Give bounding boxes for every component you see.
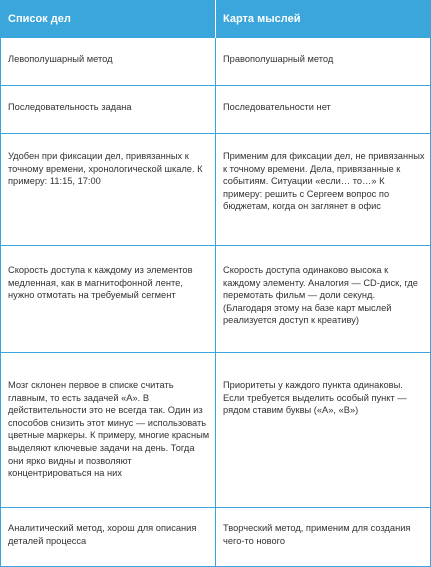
table-cell: Скорость доступа к каждому из элементов медленная, как в магнитофонной ленте, нужно отмотать на требуемый сегмент — [8, 265, 193, 301]
row-separator — [0, 245, 431, 246]
table-cell: Мозг склонен первое в списке считать главным, то есть задачей «А». В действительности это не всегда так. Один из способов снизить этот минус — использовать цветные маркеры. К примеру, многие красным выделяют ключевые задачи на день. Тогда они ярко видны и позволяют концентрироваться на них — [8, 380, 210, 479]
row-separator — [0, 352, 431, 353]
table-cell: Правополушарный метод — [223, 54, 334, 64]
row-separator — [0, 85, 431, 86]
left-border — [0, 38, 1, 567]
table-header — [0, 0, 431, 38]
table-cell: Левополушарный метод — [8, 54, 113, 64]
header-todo-list: Список дел — [8, 13, 71, 25]
table-cell: Творческий метод, применим для создания чего-то нового — [223, 523, 411, 546]
table-cell: Применим для фиксации дел, не привязанных к точному времени. Дела, привязанные к событиям. Ситуации «если… то…» К примеру: решить с Сергеем вопрос по бюджетам, когда он заглянет в офис — [223, 151, 425, 212]
row-separator — [0, 133, 431, 134]
table-cell: Удобен при фиксации дел, привязанных к точному времени, хронологической шкале. К примеру: 11:15, 17:00 — [8, 151, 203, 187]
table-cell: Последовательности нет — [223, 102, 331, 112]
table-cell: Аналитический метод, хорош для описания деталей процесса — [8, 523, 197, 546]
row-separator — [0, 507, 431, 508]
table-cell: Скорость доступа одинаково высока к каждому элементу. Аналогия — CD-диск, где перемотать фильм — доли секунд. (Благодаря этому на базе карт мыслей реализуется доступ к креативу) — [223, 265, 418, 326]
table-cell: Приоритеты у каждого пункта одинаковы. Если требуется выделить особый пункт — рядом ставим буквы («А», «В») — [223, 380, 407, 416]
column-divider — [215, 38, 216, 567]
header-divider — [215, 0, 216, 38]
header-mind-map: Карта мыслей — [223, 13, 301, 25]
table-cell: Последовательность задана — [8, 102, 132, 112]
